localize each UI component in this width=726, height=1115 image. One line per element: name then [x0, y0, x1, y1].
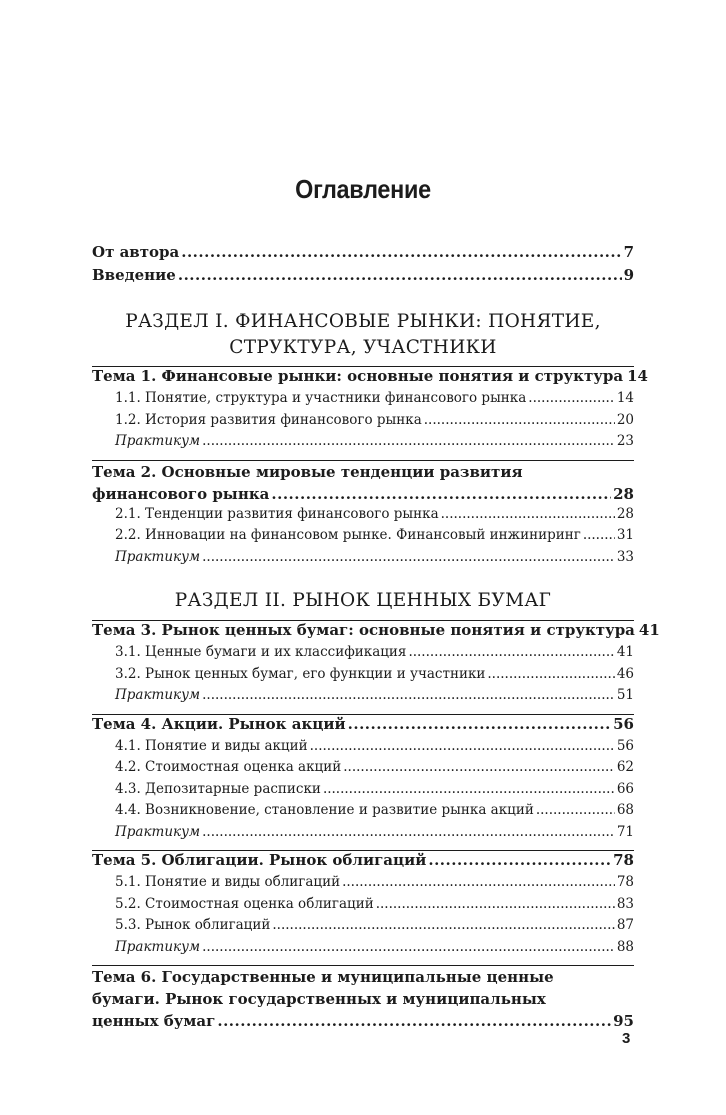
dot-leader — [202, 939, 615, 955]
toc-entry-introduction[interactable] — [92, 266, 634, 289]
toc-entry-page: 51 — [616, 687, 634, 703]
toc-subentry[interactable] — [92, 896, 634, 918]
toc-entry-label: 1.2. История развития финансового рынка — [115, 411, 422, 428]
toc-entry-label: 4.4. Возникновение, становление и развитие рынка акций — [115, 802, 534, 818]
dot-leader — [202, 433, 615, 449]
toc-subentry-practicum[interactable] — [92, 549, 634, 571]
dot-leader — [271, 483, 611, 505]
toc-entry-page: 66 — [616, 780, 634, 797]
toc-entry-page: 46 — [616, 665, 634, 682]
dot-leader — [178, 266, 622, 284]
toc-entry-page: 41 — [616, 644, 634, 660]
toc-entry-page: 14 — [616, 390, 634, 406]
toc-entry-label: Практикум — [115, 433, 201, 449]
dot-leader — [323, 781, 615, 797]
toc-entry-page: 31 — [616, 527, 634, 543]
toc-entry-label: Тема 6. Государственные и муниципальные ценные — [92, 968, 554, 986]
section-heading-line: СТРУКТУРА, УЧАСТНИКИ — [229, 337, 497, 358]
dot-leader — [310, 738, 615, 754]
toc-entry-label: Тема 4. Акции. Рынок акций — [92, 714, 346, 733]
dot-leader — [272, 917, 614, 933]
toc-topic-5[interactable] — [92, 851, 634, 874]
toc-entry-page: 14 — [627, 367, 648, 385]
toc-entry-from-author[interactable] — [92, 243, 634, 266]
table-of-contents — [92, 243, 660, 1033]
toc-entry-last-line — [92, 1010, 634, 1033]
toc-entry-page: 62 — [616, 759, 634, 775]
toc-topic-3[interactable] — [92, 621, 660, 644]
toc-entry-label: 4.3. Депозитарные расписки — [115, 780, 321, 797]
toc-subentry[interactable] — [92, 874, 634, 896]
toc-entry-page: 88 — [616, 938, 634, 955]
toc-entry-page: 71 — [616, 823, 634, 840]
toc-entry-page: 20 — [616, 411, 634, 428]
dot-leader — [202, 824, 615, 840]
dot-leader — [202, 687, 615, 703]
toc-subentry-practicum[interactable] — [92, 433, 634, 455]
toc-entry-label: Тема 3. Рынок ценных бумаг: основные понятия и структура — [92, 621, 635, 639]
toc-entry-label: бумаги. Рынок государственных и муниципальных — [92, 990, 546, 1008]
section-heading-2 — [92, 588, 634, 614]
toc-entry-page: 28 — [616, 505, 634, 522]
toc-entry-page: 95 — [613, 1012, 634, 1030]
toc-subentry[interactable] — [92, 781, 634, 803]
dot-leader — [424, 412, 615, 428]
toc-entry-label: 2.1. Тенденции развития финансового рынка — [115, 505, 439, 522]
toc-entry-label: 4.2. Стоимостная оценка акций — [115, 759, 342, 775]
toc-entry-label: Практикум — [115, 823, 201, 840]
toc-topic-2[interactable] — [92, 461, 634, 506]
toc-entry-page: 41 — [638, 621, 660, 639]
dot-leader — [528, 390, 615, 406]
toc-entry-label: 3.2. Рынок ценных бумаг, его функции и участники — [115, 665, 486, 682]
dot-leader — [583, 527, 615, 543]
dot-leader — [441, 506, 615, 522]
toc-subentry[interactable] — [92, 759, 634, 781]
dot-leader — [343, 759, 615, 775]
toc-entry-label: Практикум — [115, 548, 201, 565]
toc-entry-label: 2.2. Инновации на финансовом рынке. Финансовый инжиниринг — [115, 527, 581, 543]
toc-subentry[interactable] — [92, 802, 634, 824]
toc-entry-label: Тема 5. Облигации. Рынок облигаций — [92, 851, 427, 869]
toc-entry-label: 3.1. Ценные бумаги и их классификация — [115, 644, 407, 660]
dot-leader — [408, 644, 614, 660]
toc-subentry[interactable] — [92, 644, 634, 666]
toc-entry-label: 1.1. Понятие, структура и участники финансового рынка — [115, 390, 527, 406]
dot-leader — [487, 666, 614, 682]
toc-entry-label: Практикум — [115, 687, 201, 703]
toc-subentry[interactable] — [92, 917, 634, 939]
page-number: 3 — [622, 1030, 631, 1047]
toc-topic-4[interactable] — [92, 715, 634, 738]
section-heading-line: РАЗДЕЛ II. РЫНОК ЦЕННЫХ БУМАГ — [174, 590, 552, 611]
toc-entry-label: ценных бумаг — [92, 1012, 216, 1030]
toc-entry-page: 7 — [623, 243, 634, 261]
toc-topic-1[interactable] — [92, 367, 648, 390]
dot-leader — [217, 1010, 611, 1032]
section-heading-line: РАЗДЕЛ I. ФИНАНСОВЫЕ РЫНКИ: ПОНЯТИЕ, — [125, 311, 601, 332]
toc-entry-label: 5.1. Понятие и виды облигаций — [115, 874, 341, 890]
toc-entry-label: От автора — [92, 243, 180, 261]
toc-entry-label: Тема 1. Финансовые рынки: основные понятия и структура — [92, 367, 624, 385]
dot-leader — [376, 896, 615, 912]
toc-entry-page: 78 — [613, 851, 634, 869]
page-title: Оглавление — [295, 174, 431, 204]
dot-leader — [202, 549, 615, 565]
dot-leader — [428, 851, 611, 869]
toc-topic-6[interactable] — [92, 966, 634, 1033]
toc-entry-page: 83 — [616, 895, 634, 912]
dot-leader — [181, 243, 621, 261]
toc-subentry[interactable] — [92, 390, 634, 412]
toc-entry-page: 78 — [616, 874, 634, 890]
toc-subentry-practicum[interactable] — [92, 687, 634, 709]
toc-subentry[interactable] — [92, 412, 634, 434]
toc-entry-label: финансового рынка — [92, 484, 270, 503]
toc-entry-page: 68 — [616, 802, 634, 818]
toc-entry-label: Тема 2. Основные мировые тенденции развития — [92, 462, 523, 481]
toc-entry-label: Введение — [92, 266, 176, 284]
dot-leader — [348, 715, 612, 733]
toc-subentry-practicum[interactable] — [92, 824, 634, 846]
toc-entry-page: 87 — [616, 917, 634, 933]
toc-entry-page: 56 — [613, 714, 634, 733]
toc-entry-label: 5.2. Стоимостная оценка облигаций — [115, 895, 374, 912]
toc-entry-label: 4.1. Понятие и виды акций — [115, 737, 308, 754]
section-heading-1 — [92, 309, 634, 361]
dot-leader — [342, 874, 615, 890]
toc-entry-page: 23 — [616, 433, 634, 449]
toc-entry-last-line — [92, 483, 634, 506]
toc-entry-page: 33 — [616, 548, 634, 565]
toc-subentry[interactable] — [92, 506, 634, 528]
toc-subentry-practicum[interactable] — [92, 939, 634, 961]
toc-entry-page: 56 — [616, 737, 634, 754]
dot-leader — [536, 802, 615, 818]
toc-subentry[interactable] — [92, 666, 634, 688]
toc-entry-page: 9 — [623, 266, 634, 284]
toc-subentry[interactable] — [92, 738, 634, 760]
toc-entry-page: 28 — [613, 484, 634, 503]
toc-entry-label: 5.3. Рынок облигаций — [115, 917, 271, 933]
toc-entry-label: Практикум — [115, 938, 201, 955]
toc-subentry[interactable] — [92, 527, 634, 549]
